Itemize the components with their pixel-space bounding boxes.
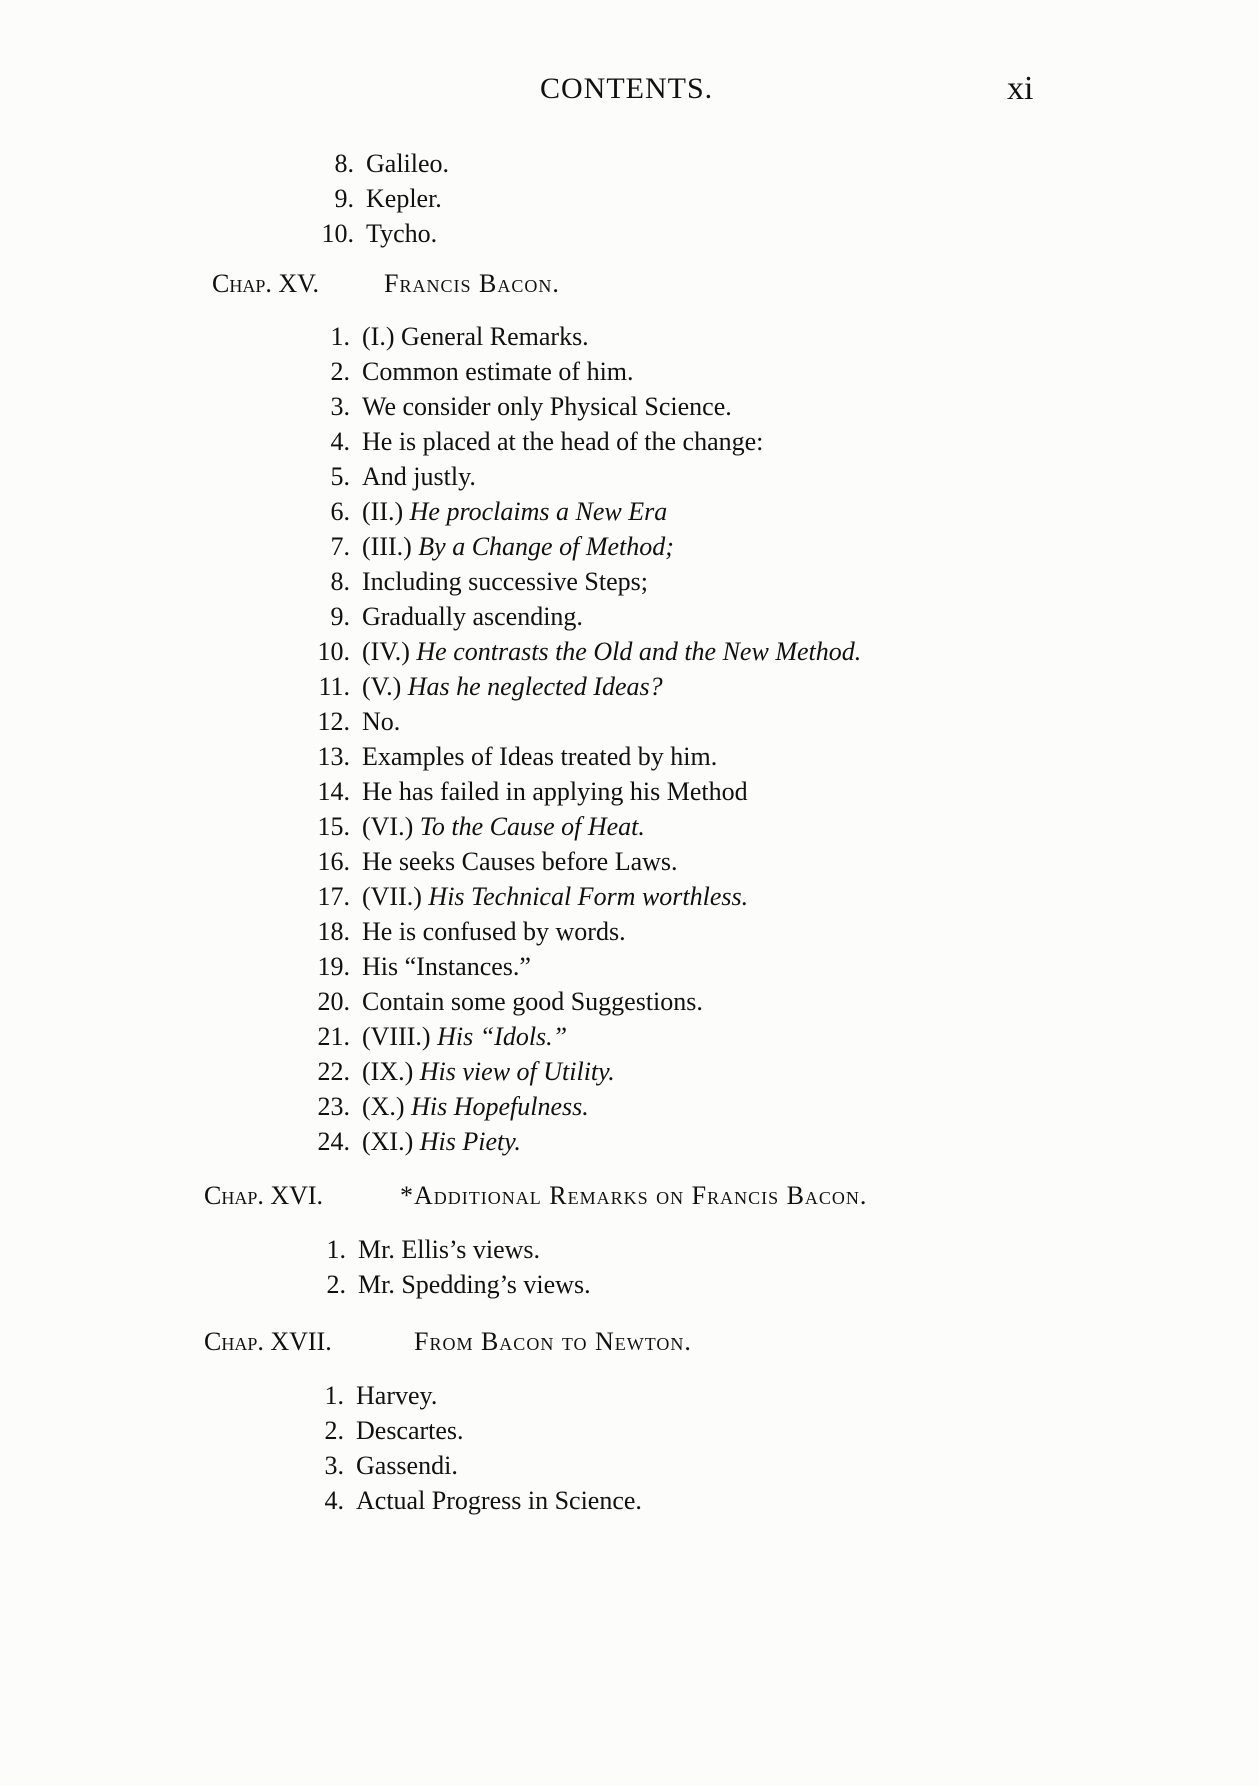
- entry-title: Actual Progress in Science.: [356, 1486, 642, 1515]
- entry-text: [356, 1378, 437, 1414]
- entry-text: [362, 669, 663, 705]
- entry-text: [362, 389, 732, 425]
- entry-roman-numeral: (X.): [362, 1092, 412, 1121]
- entry-number: 18.: [317, 917, 350, 946]
- entry-number: 3.: [330, 392, 350, 421]
- entry-number: 23.: [317, 1092, 350, 1121]
- entry-text: [362, 984, 703, 1020]
- entry-title: Kepler.: [366, 184, 442, 213]
- page-number: xi: [1007, 70, 1034, 107]
- entry-title-italic: By a Change of Method;: [418, 532, 674, 561]
- entry-text: [362, 1054, 615, 1090]
- entry-text: [356, 1413, 464, 1449]
- entry-number: 4.: [330, 427, 350, 456]
- entry-roman-numeral: (I.): [362, 322, 401, 351]
- entry-text: [362, 774, 748, 810]
- entry-number: 2.: [324, 1416, 344, 1445]
- entry-text: [358, 1232, 540, 1268]
- chapter-label: Chap. XVI.: [204, 1181, 324, 1210]
- entry-text: [362, 459, 476, 495]
- entry-text: [362, 704, 400, 740]
- entry-text: [366, 216, 437, 252]
- entry-title-italic: His view of Utility.: [419, 1057, 615, 1086]
- entry-number: 20.: [317, 987, 350, 1016]
- entry-roman-numeral: (IX.): [362, 1057, 420, 1086]
- entry-number: 2.: [330, 357, 350, 386]
- entry-roman-numeral: (XI.): [362, 1127, 420, 1156]
- entry-text: [362, 634, 861, 670]
- entry-title: He seeks Causes before Laws.: [362, 847, 678, 876]
- entry-number: 2.: [326, 1270, 346, 1299]
- entry-number: 3.: [324, 1451, 344, 1480]
- entry-text: [362, 494, 667, 530]
- entry-text: [362, 949, 531, 985]
- entry-title-italic: To the Cause of Heat.: [419, 812, 645, 841]
- entry-title: And justly.: [362, 462, 476, 491]
- entry-text: [366, 181, 442, 217]
- entry-number: 8.: [334, 149, 354, 178]
- entry-number: 22.: [317, 1057, 350, 1086]
- entry-text: [362, 809, 645, 845]
- entry-text: [362, 424, 763, 460]
- entry-text: [358, 1267, 591, 1303]
- entry-number: 14.: [317, 777, 350, 806]
- entry-number: 24.: [317, 1127, 350, 1156]
- entry-number: 1.: [324, 1381, 344, 1410]
- entry-number: 4.: [324, 1486, 344, 1515]
- entry-title: Gassendi.: [356, 1451, 458, 1480]
- entry-text: [362, 319, 589, 355]
- entry-title: Mr. Ellis’s views.: [358, 1235, 541, 1264]
- entry-title-italic: He contrasts the Old and the New Method.: [416, 637, 862, 666]
- chapter-label: Chap. XVII.: [204, 1327, 332, 1356]
- entry-text: [362, 1124, 521, 1160]
- entry-number: 19.: [317, 952, 350, 981]
- entry-number: 7.: [330, 532, 350, 561]
- entry-title: He is placed at the head of the change:: [362, 427, 764, 456]
- entry-number: 1.: [330, 322, 350, 351]
- entry-title: No.: [362, 707, 401, 736]
- chapter-title: *Additional Remarks on Francis Bacon.: [400, 1181, 868, 1210]
- entry-number: 13.: [317, 742, 350, 771]
- chapter-title: Francis Bacon.: [384, 269, 560, 298]
- entry-title: General Remarks.: [400, 322, 589, 351]
- entry-text: [362, 914, 626, 950]
- entry-roman-numeral: (VI.): [362, 812, 420, 841]
- entry-roman-numeral: (IV.): [362, 637, 417, 666]
- entry-number: 11.: [318, 672, 350, 701]
- chapter-label: Chap. XV.: [212, 269, 320, 298]
- entry-title: We consider only Physical Science.: [362, 392, 732, 421]
- entry-title: Including successive Steps;: [362, 567, 648, 596]
- entry-text: [362, 564, 648, 600]
- entry-text: [356, 1448, 458, 1484]
- entry-title-italic: He proclaims a New Era: [409, 497, 668, 526]
- entry-text: [362, 844, 678, 880]
- entry-number: 6.: [330, 497, 350, 526]
- entry-title-italic: His Piety.: [419, 1127, 521, 1156]
- running-head: CONTENTS.: [540, 72, 714, 105]
- entry-text: [362, 599, 583, 635]
- entry-text: [362, 879, 748, 915]
- entry-number: 15.: [317, 812, 350, 841]
- entry-text: [362, 1089, 589, 1125]
- entry-title: Descartes.: [356, 1416, 464, 1445]
- entry-text: [362, 739, 717, 775]
- entry-number: 10.: [321, 219, 354, 248]
- entry-text: [356, 1483, 642, 1519]
- entry-number: 9.: [334, 184, 354, 213]
- entry-title: Tycho.: [366, 219, 438, 248]
- entry-title-italic: His “Idols.”: [437, 1022, 568, 1051]
- entry-title-italic: His Hopefulness.: [411, 1092, 589, 1121]
- entry-title: Common estimate of him.: [362, 357, 634, 386]
- chapter-title: From Bacon to Newton.: [414, 1327, 692, 1356]
- entry-text: [362, 354, 634, 390]
- entry-title: He has failed in applying his Method: [362, 777, 748, 806]
- entry-roman-numeral: (VII.): [362, 882, 429, 911]
- entry-text: [362, 1019, 567, 1055]
- entry-title: Examples of Ideas treated by him.: [362, 742, 718, 771]
- entry-title: He is confused by words.: [362, 917, 626, 946]
- entry-number: 16.: [317, 847, 350, 876]
- entry-title: Mr. Spedding’s views.: [358, 1270, 591, 1299]
- entry-number: 5.: [330, 462, 350, 491]
- entry-title: Galileo.: [366, 149, 450, 178]
- entry-number: 9.: [330, 602, 350, 631]
- entry-title: His “Instances.”: [362, 952, 531, 981]
- entry-roman-numeral: (III.): [362, 532, 419, 561]
- entry-roman-numeral: (II.): [362, 497, 410, 526]
- entry-title: Gradually ascending.: [362, 602, 583, 631]
- entry-number: 17.: [317, 882, 350, 911]
- entry-number: 10.: [317, 637, 350, 666]
- entry-number: 1.: [326, 1235, 346, 1264]
- entry-title: Harvey.: [356, 1381, 438, 1410]
- entry-number: 8.: [330, 567, 350, 596]
- entry-text: [366, 146, 449, 182]
- entry-text: [362, 529, 674, 565]
- entry-title: Contain some good Suggestions.: [362, 987, 703, 1016]
- entry-number: 12.: [317, 707, 350, 736]
- entry-number: 21.: [317, 1022, 350, 1051]
- entry-roman-numeral: (VIII.): [362, 1022, 438, 1051]
- entry-roman-numeral: (V.): [362, 672, 408, 701]
- entry-title-italic: Has he neglected Ideas?: [407, 672, 663, 701]
- entry-title-italic: His Technical Form worthless.: [428, 882, 749, 911]
